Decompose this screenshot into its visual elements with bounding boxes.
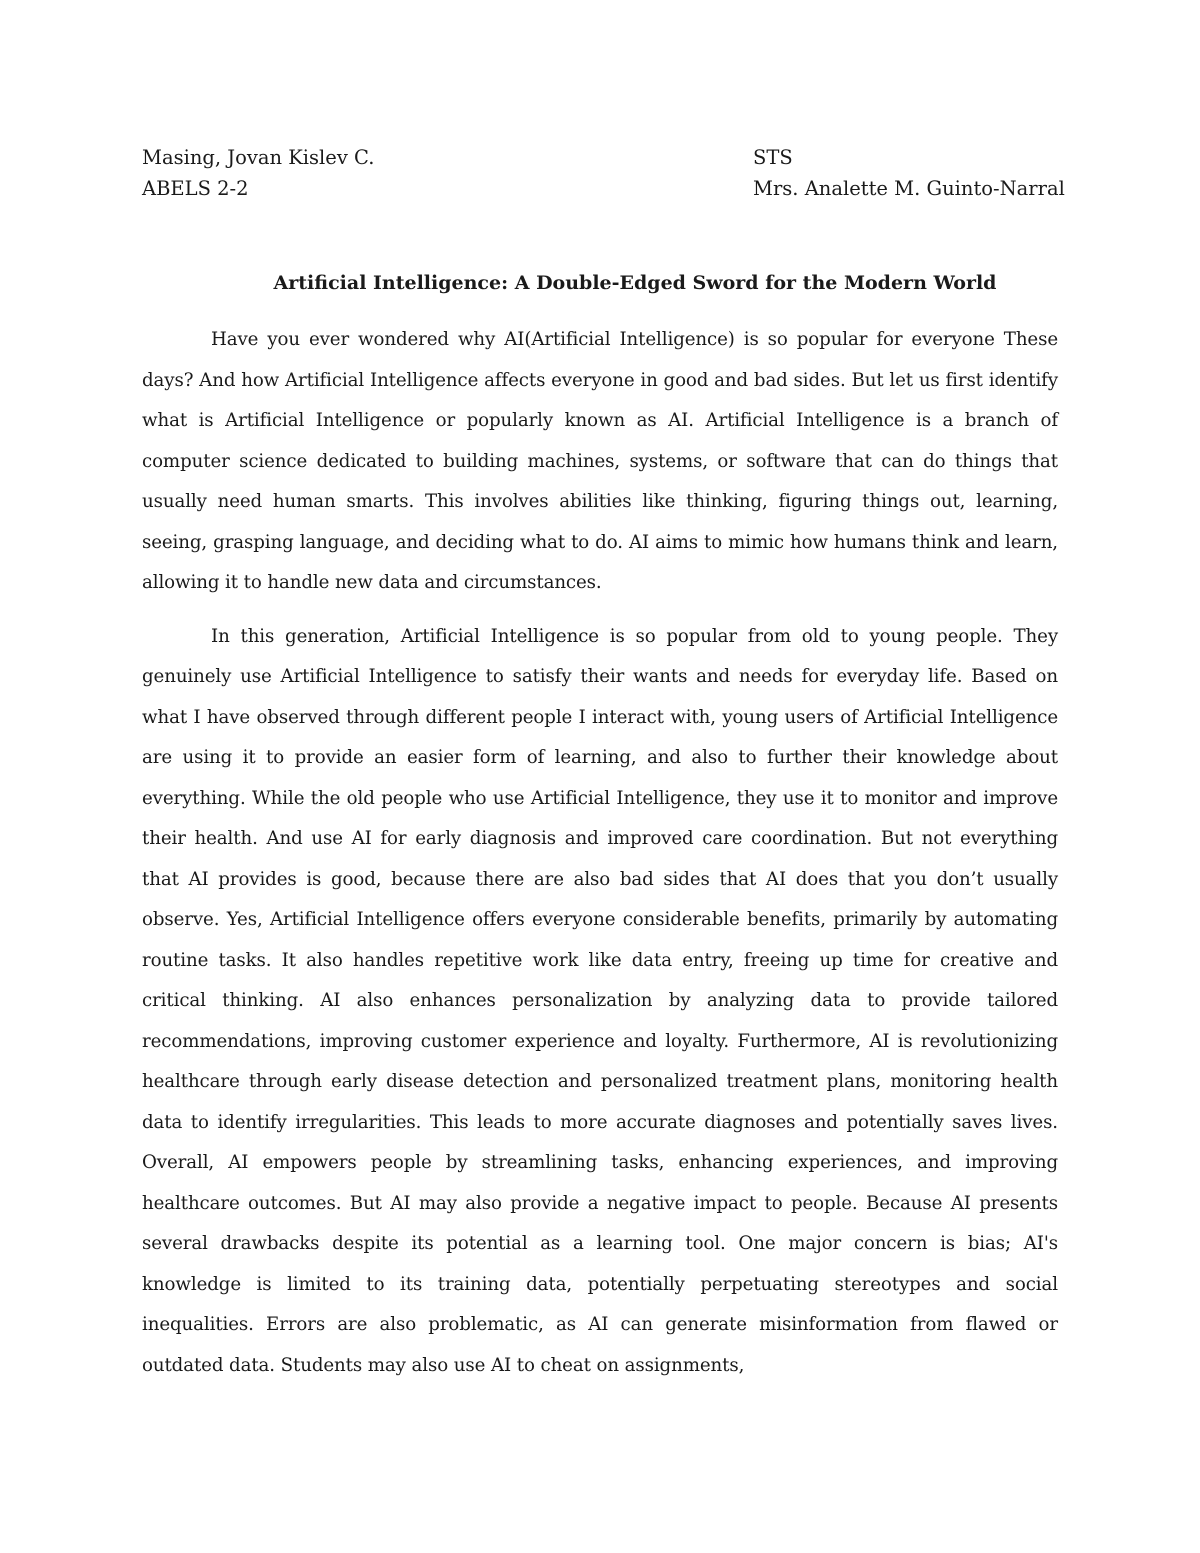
paragraph-1: Have you ever wondered why AI(Artificial Intelligence) is so popular for everyone These days? And how Artificial Intelligence affects everyone in good and bad sides. But let us first identify what is Artificial Intelligence or popularly known as AI. Artificial Intelligence is a branch of computer science dedicated to building machines, systems, or software that can do things that usually need human smarts. This involves abilities like thinking, figuring things out, learning, seeing, grasping language, and deciding what to do. AI aims to mimic how humans think and learn, allowing it to handle new data and circumstances. (142, 329, 1058, 593)
paragraph-2: In this generation, Artificial Intelligence is so popular from old to young people. They genuinely use Artificial Intelligence to satisfy their wants and needs for everyday life. Based on what I have observed through different people I interact with, young users of Artificial Intelligence are using it to provide an easier form of learning, and also to further their knowledge about everything. While the old people who use Artificial Intelligence, they use it to monitor and improve their health. And use AI for early diagnosis and improved care coordination. But not everything that AI provides is good, because there are also bad sides that AI does that you don’t usually observe. Yes, Artificial Intelligence offers everyone considerable benefits, primarily by automating routine tasks. It also handles repetitive work like data entry, freeing up time for creative and critical thinking. AI also enhances personalization by analyzing data to provide tailored recommendations, improving customer experience and loyalty. Furthermore, AI is revolutionizing healthcare through early disease detection and personalized treatment plans, monitoring health data to identify irregularities. This leads to more accurate diagnoses and potentially saves lives. Overall, AI empowers people by streamlining tasks, enhancing experiences, and improving healthcare outcomes. But AI may also provide a negative impact to people. Because AI presents several drawbacks despite its potential as a learning tool. One major concern is bias; AI's knowledge is limited to its training data, potentially perpetuating stereotypes and social inequalities. Errors are also problematic, as AI can generate misinformation from flawed or outdated data. Students may also use AI to cheat on assignments, (142, 625, 1058, 1376)
section-name: ABELS 2-2 (142, 177, 249, 200)
header-row-2 (142, 173, 1065, 204)
document-body (142, 320, 1058, 1399)
teacher-name: Mrs. Analette M. Guinto-Narral (753, 177, 1065, 200)
document-title: Artificial Intelligence: A Double-Edged Sword for the Modern World (273, 272, 997, 294)
document-header (142, 142, 1065, 204)
author-name: Masing, Jovan Kislev C. (142, 146, 375, 169)
subject-name: STS (753, 146, 793, 169)
header-row-1 (142, 142, 1058, 173)
